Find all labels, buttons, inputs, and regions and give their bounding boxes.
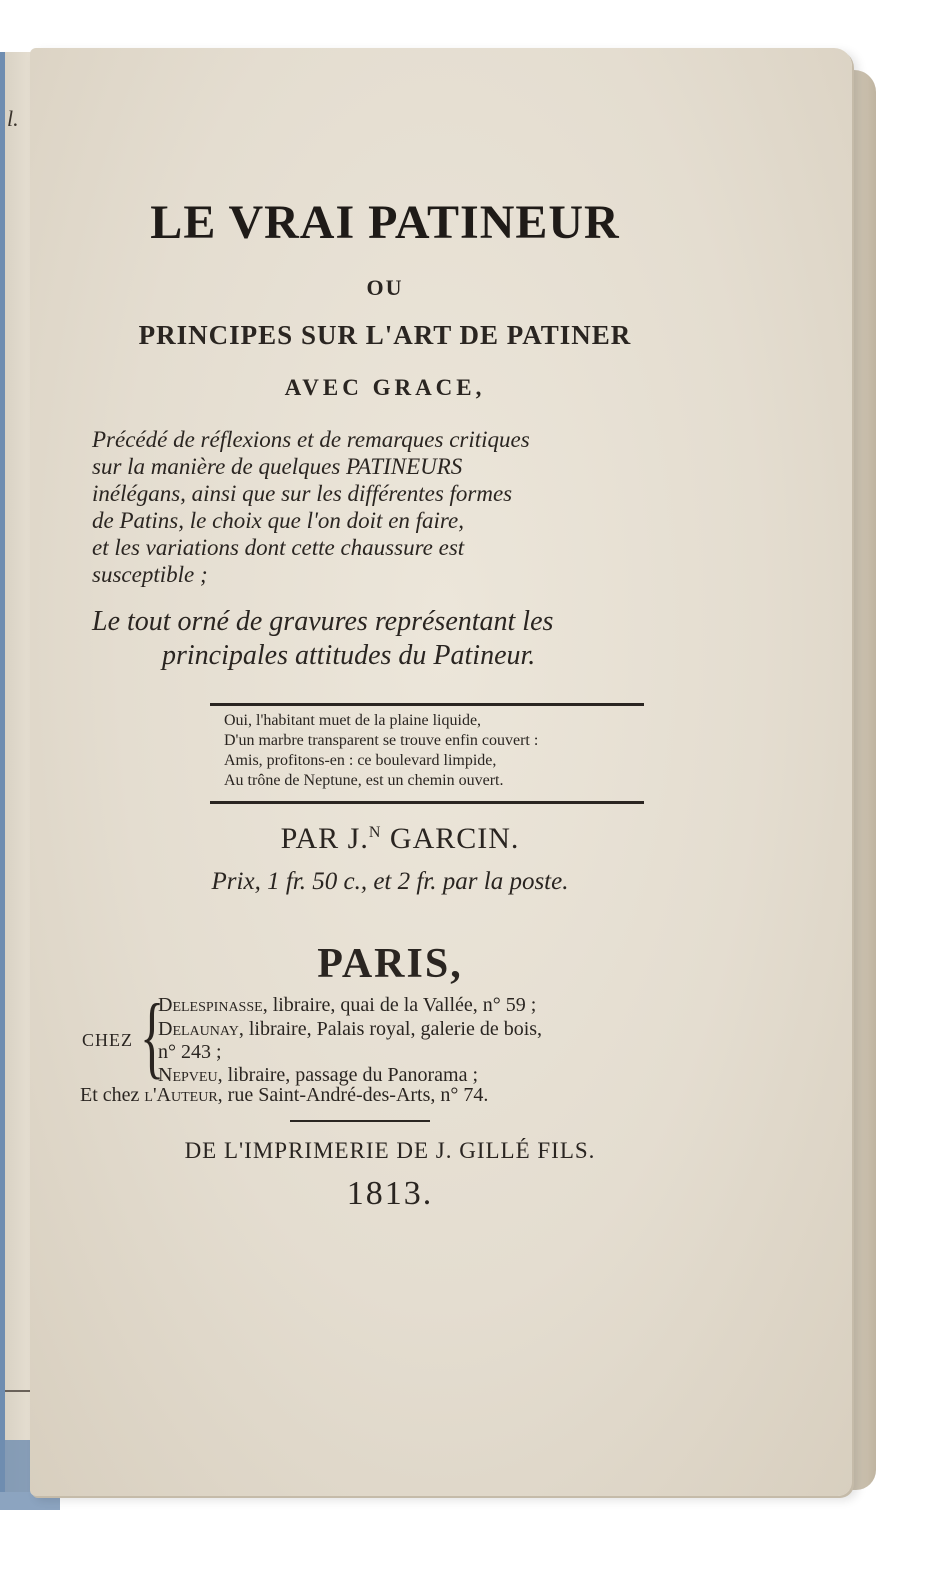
- script-line: principales attitudes du Patineur.: [162, 640, 536, 671]
- brace-glyph: {: [139, 985, 165, 1087]
- printer-line: DE L'IMPRIMERIE DE J. GILLÉ FILS.: [184, 1138, 596, 1163]
- author-address-name: l'Auteur: [144, 1084, 218, 1106]
- description-line: susceptible ;: [92, 562, 208, 587]
- subtitle-grace: AVEC GRACE,: [284, 375, 486, 400]
- divider-rule: [290, 1120, 430, 1122]
- seller-address: n° 243 ;: [158, 1041, 222, 1063]
- author-initial-sup: N: [368, 824, 382, 841]
- author-address-line: [80, 1084, 488, 1107]
- seller-line: [158, 993, 536, 1017]
- seller-address: , libraire, quai de la Vallée, n° 59 ;: [262, 994, 537, 1016]
- poem-line: Oui, l'habitant muet de la plaine liquide,: [224, 712, 482, 729]
- seller-name: Delaunay: [158, 1018, 239, 1040]
- epigraph-poem: [210, 703, 644, 804]
- author-line: [90, 822, 710, 856]
- price-line: Prix, 1 fr. 50 c., et 2 fr. par la poste.: [211, 868, 569, 895]
- book-subtitle: PRINCIPES SUR L'ART DE PATINER: [138, 320, 632, 350]
- author-name: GARCIN.: [381, 822, 520, 855]
- poem-line: D'un marbre transparent se trouve enfin couvert :: [224, 732, 539, 749]
- chez-label: CHEZ: [82, 1030, 133, 1050]
- description-line: Précédé de réflexions et de remarques critiques: [92, 427, 530, 452]
- script-line: Le tout orné de gravures représentant les: [92, 606, 554, 637]
- seller-line: [158, 1040, 222, 1064]
- description-line: sur la manière de quelques PATINEURS: [92, 454, 463, 479]
- description-line: et les variations dont cette chaussure est: [92, 535, 465, 560]
- author-prefix: PAR J.: [280, 822, 369, 855]
- poem-line: Au trône de Neptune, est un chemin ouvert.: [224, 772, 504, 789]
- description-line: de Patins, le choix que l'on doit en faire,: [92, 508, 464, 533]
- imprint-city: PARIS,: [317, 941, 463, 987]
- author-address-prefix: Et chez: [80, 1084, 145, 1106]
- description-line: inélégans, ainsi que sur les différentes formes: [92, 481, 513, 506]
- publication-year: 1813.: [346, 1175, 434, 1212]
- title-ou: OU: [366, 275, 404, 300]
- poem-line: Amis, profitons-en : ce boulevard limpide,: [224, 752, 497, 769]
- seller-address: , libraire, Palais royal, galerie de bois,: [238, 1018, 543, 1040]
- left-page-fragment: l.: [7, 106, 19, 131]
- book-title: LE VRAI PATINEUR: [150, 196, 620, 249]
- seller-name: Nepveu: [158, 1064, 218, 1086]
- author-address-rest: , rue Saint-André-des-Arts, n° 74.: [217, 1084, 489, 1106]
- description-block: [92, 426, 652, 588]
- seller-address: , libraire, passage du Panorama ;: [217, 1064, 479, 1086]
- seller-name: Delespinasse: [158, 994, 263, 1016]
- engravings-note: [92, 605, 652, 673]
- seller-line: [158, 1017, 542, 1041]
